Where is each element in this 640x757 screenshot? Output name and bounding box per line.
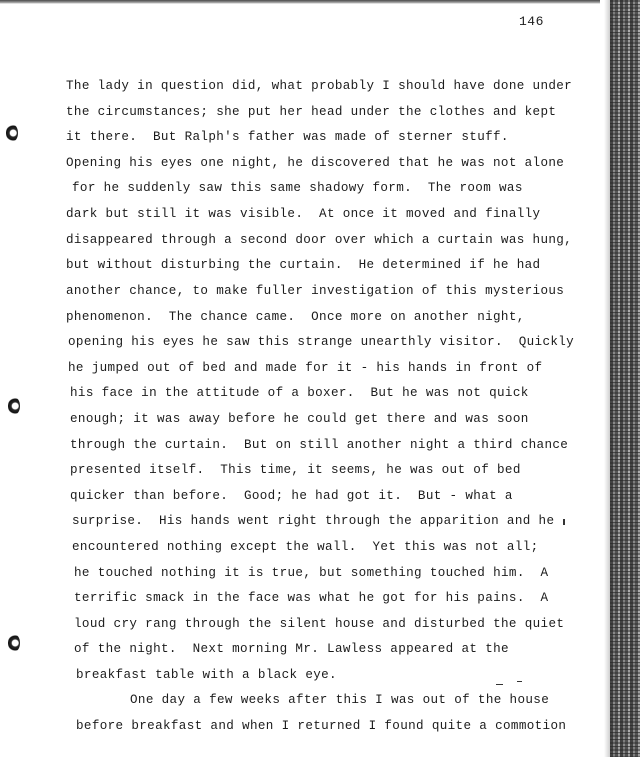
text-line: through the curtain. But on still another night a third chance (70, 438, 569, 452)
text-line: encountered nothing except the wall. Yet this was not all; (72, 540, 539, 554)
text-line: terrific smack in the face was what he got for his pains. A (74, 591, 549, 605)
stray-mark (563, 519, 565, 525)
stray-mark (496, 684, 503, 685)
text-line: another chance, to make fuller investigation of this mysterious (66, 284, 565, 298)
text-line: phenomenon. The chance came. Once more on another night, (66, 310, 525, 324)
punch-hole-bottom (8, 634, 20, 652)
text-line: he touched nothing it is true, but something touched him. A (74, 566, 549, 580)
text-line: loud cry rang through the silent house and disturbed the quiet (74, 617, 565, 631)
text-line: dark but still it was visible. At once it moved and finally (66, 207, 541, 221)
text-line: his face in the attitude of a boxer. But he was not quick (70, 386, 529, 400)
text-line: One day a few weeks after this I was out of the house (130, 693, 550, 707)
text-line: enough; it was away before he could get there and was soon (70, 412, 529, 426)
page-binding-edge (610, 0, 640, 757)
stray-mark (517, 681, 522, 682)
text-line: he jumped out of bed and made for it - his hands in front of (68, 361, 543, 375)
text-line: The lady in question did, what probably I should have done under (66, 79, 573, 93)
text-line: disappeared through a second door over which a curtain was hung, (66, 233, 573, 247)
page-top-edge (0, 0, 600, 4)
page-number: 146 (519, 14, 544, 29)
text-line: surprise. His hands went right through the apparition and he (72, 514, 555, 528)
text-line: before breakfast and when I returned I found quite a commotion (76, 719, 567, 733)
text-line: but without disturbing the curtain. He determined if he had (66, 258, 541, 272)
text-line: breakfast table with a black eye. (76, 668, 337, 682)
text-line: the circumstances; she put her head under the clothes and kept (66, 105, 557, 119)
text-line: opening his eyes he saw this strange unearthly visitor. Quickly (68, 335, 575, 349)
punch-hole-middle (8, 397, 20, 415)
punch-hole-top (6, 124, 18, 142)
text-line: quicker than before. Good; he had got it. But - what a (70, 489, 513, 503)
text-line: for he suddenly saw this same shadowy form. The room was (72, 181, 523, 195)
text-line: it there. But Ralph's father was made of sterner stuff. (66, 130, 509, 144)
text-line: of the night. Next morning Mr. Lawless appeared at the (74, 642, 509, 656)
text-line: presented itself. This time, it seems, he was out of bed (70, 463, 521, 477)
text-line: Opening his eyes one night, he discovered that he was not alone (66, 156, 565, 170)
